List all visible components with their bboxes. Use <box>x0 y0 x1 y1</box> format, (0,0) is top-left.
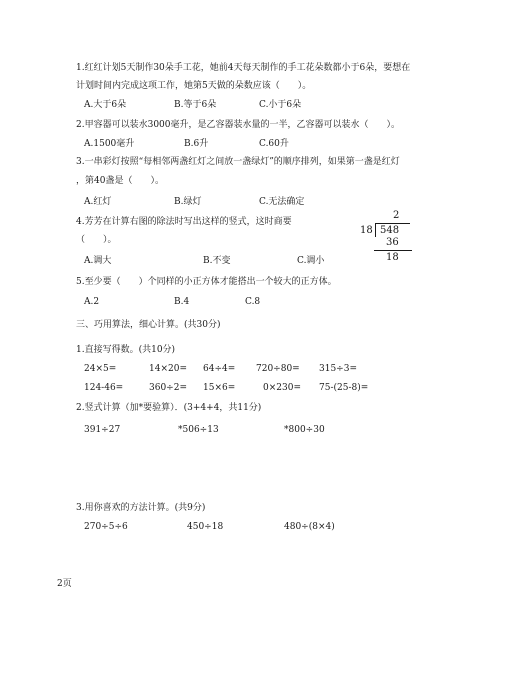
q1-line2: 计划时间内完成这项工作，她第5天做的朵数应该（ ）。 <box>76 81 312 91</box>
division-product: 36 <box>386 237 399 248</box>
division-quotient: 2 <box>393 210 400 221</box>
division-remainder: 18 <box>386 252 399 263</box>
q3-option-c: C.无法确定 <box>259 197 305 207</box>
division-dividend: 548 <box>380 225 400 236</box>
q4-line2: （ ）。 <box>76 235 117 245</box>
q1-option-b: B.等于6朵 <box>174 100 217 110</box>
calc-item: 14×20= <box>149 364 187 374</box>
calc-item: 720÷80= <box>256 364 300 374</box>
q2-option-a: A.1500毫升 <box>84 139 135 149</box>
calc-item: 124-46= <box>84 383 124 393</box>
vertical-calc-item: 391÷27 <box>84 425 121 435</box>
part2-title: 2.竖式计算（加*要验算）．(3+4+4，共11分) <box>76 403 262 413</box>
q1-line1: 1.红红计划5天制作30朵手工花，她前4天每天制作的手工花朵数都小于6朵，要想在 <box>76 63 411 73</box>
free-calc-item: 480÷(8×4) <box>284 522 335 532</box>
calc-item: 360÷2= <box>149 383 187 393</box>
section3-title: 三、巧用算法，细心计算。(共30分) <box>76 320 221 330</box>
q5-line1: 5.至少要（ ）个同样的小正方体才能搭出一个较大的正方体。 <box>76 277 337 287</box>
q5-option-c: C.8 <box>245 297 261 307</box>
free-calc-item: 450÷18 <box>187 522 224 532</box>
vertical-calc-item: *800÷30 <box>284 425 325 435</box>
q3-line2: ，第40盏是（ ）。 <box>76 176 164 186</box>
page-number: 2页 <box>57 579 72 589</box>
part3-title: 3.用你喜欢的方法计算。(共9分) <box>76 503 206 513</box>
free-calc-item: 270÷5÷6 <box>84 522 128 532</box>
q4-option-a: A.调大 <box>84 256 112 266</box>
q5-option-a: A.2 <box>84 297 100 307</box>
calc-item: 315÷3= <box>319 364 357 374</box>
q5-option-b: B.4 <box>174 297 190 307</box>
q1-option-c: C.小于6朵 <box>259 100 302 110</box>
calc-item: 0×230= <box>263 383 301 393</box>
division-bracket <box>375 223 376 237</box>
q4-option-c: C.调小 <box>297 256 325 266</box>
division-top-bar <box>376 223 410 224</box>
q3-option-a: A.红灯 <box>84 197 112 207</box>
calc-item: 15×6= <box>203 383 236 393</box>
part1-title: 1.直接写得数。(共10分) <box>76 345 176 355</box>
division-bottom-bar <box>374 250 412 251</box>
q3-line1: 3.一串彩灯按照“每相邻两盏红灯之间放一盏绿灯”的顺序排列，如果第一盏是红灯 <box>76 157 400 167</box>
q3-option-b: B.绿灯 <box>174 197 202 207</box>
calc-item: 75-(25-8)= <box>319 383 369 393</box>
q2-option-b: B.6升 <box>184 139 209 149</box>
q2-line1: 2.甲容器可以装水3000毫升，是乙容器装水量的一半，乙容器可以装水（ ）。 <box>76 120 400 130</box>
long-division-figure <box>360 210 420 268</box>
q4-line1: 4.芳芳在计算右图的除法时写出这样的竖式，这时商要 <box>76 217 292 227</box>
q4-option-b: B.不变 <box>203 256 231 266</box>
q1-option-a: A.大于6朵 <box>84 100 127 110</box>
division-divisor: 18 <box>360 225 373 236</box>
q2-option-c: C.60升 <box>259 139 289 149</box>
calc-item: 24×5= <box>84 364 117 374</box>
calc-item: 64÷4= <box>203 364 236 374</box>
vertical-calc-item: *506÷13 <box>178 425 219 435</box>
